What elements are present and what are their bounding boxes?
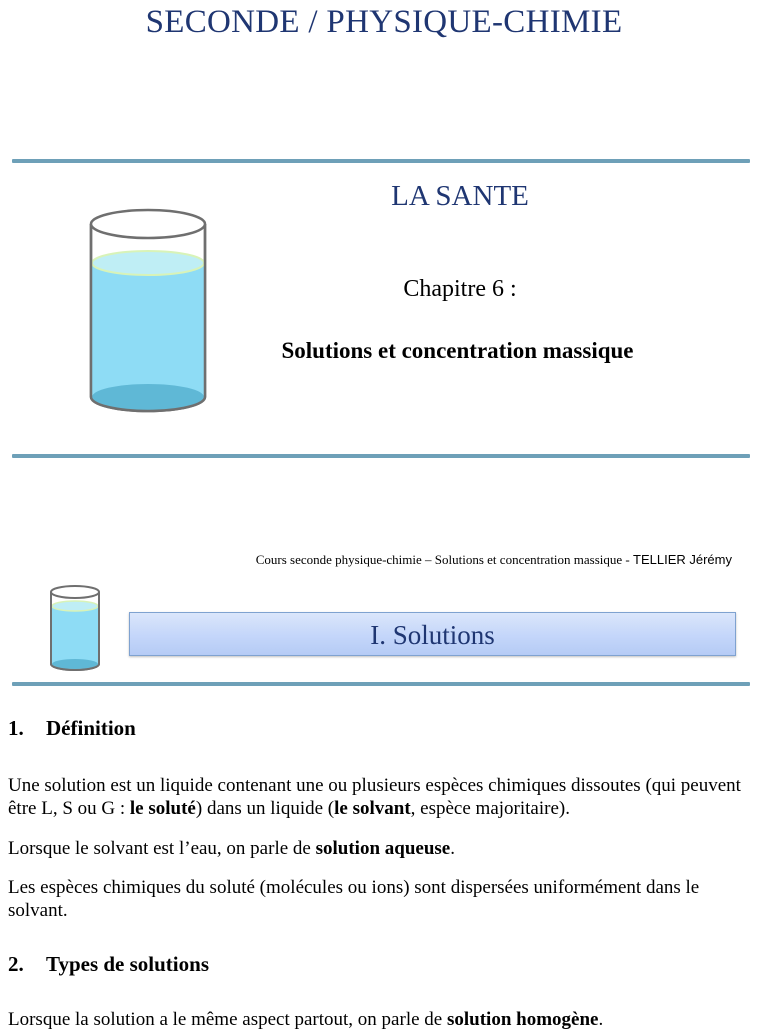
term-homogeneous-solution: solution homogène [446,1009,599,1030]
subsection-title: Types de solutions [46,952,209,976]
term-solvent: le solvant [334,798,411,819]
top-divider [12,159,750,163]
bottom-divider [12,454,750,458]
text: Lorsque le solvant est l’eau, on parle de [8,838,316,859]
section-title: I. Solutions [129,612,736,656]
running-header-text: Cours seconde physique-chimie – Solutions et concentration massique - [255,552,634,567]
chapter-number: Chapitre 6 : [403,276,517,302]
course-title: SECONDE / PHYSIQUE-CHIMIE [145,4,623,40]
running-header [100,552,732,568]
text: . [598,1009,604,1030]
term-solute: le soluté [129,798,196,819]
text: , espèce majoritaire). [410,798,570,819]
text: . [450,838,455,859]
subsection-title: Définition [46,716,136,740]
small-beaker-illustration [51,586,99,670]
subsection-number: 2. [8,952,24,976]
author-name: TELLIER Jérémy [633,552,732,567]
subsection-number: 1. [8,716,24,740]
term-aqueous-solution: solution aqueuse [315,838,451,859]
homogeneous-paragraph [8,1008,760,1031]
subsection-heading-types [8,952,209,977]
unit-title: LA SANTE [391,180,529,212]
subsection-heading-definition [8,716,136,741]
chapter-title: Solutions et concentration massique [281,338,634,363]
aqueous-paragraph [8,837,760,860]
text: Lorsque la solution a le même aspect partout, on parle de [8,1009,447,1030]
definition-paragraph [8,774,760,820]
text: ) dans un liquide ( [195,798,335,819]
section-divider [12,682,750,686]
large-beaker-illustration [91,210,205,411]
text: Une solution est un liquide contenant une ou plusieurs espèces chimiques dissoutes (qui peuvent être L, S ou G : [8,775,741,819]
dispersion-paragraph: Les espèces chimiques du soluté (molécules ou ions) sont dispersées uniformément dans le solvant. [8,877,700,921]
